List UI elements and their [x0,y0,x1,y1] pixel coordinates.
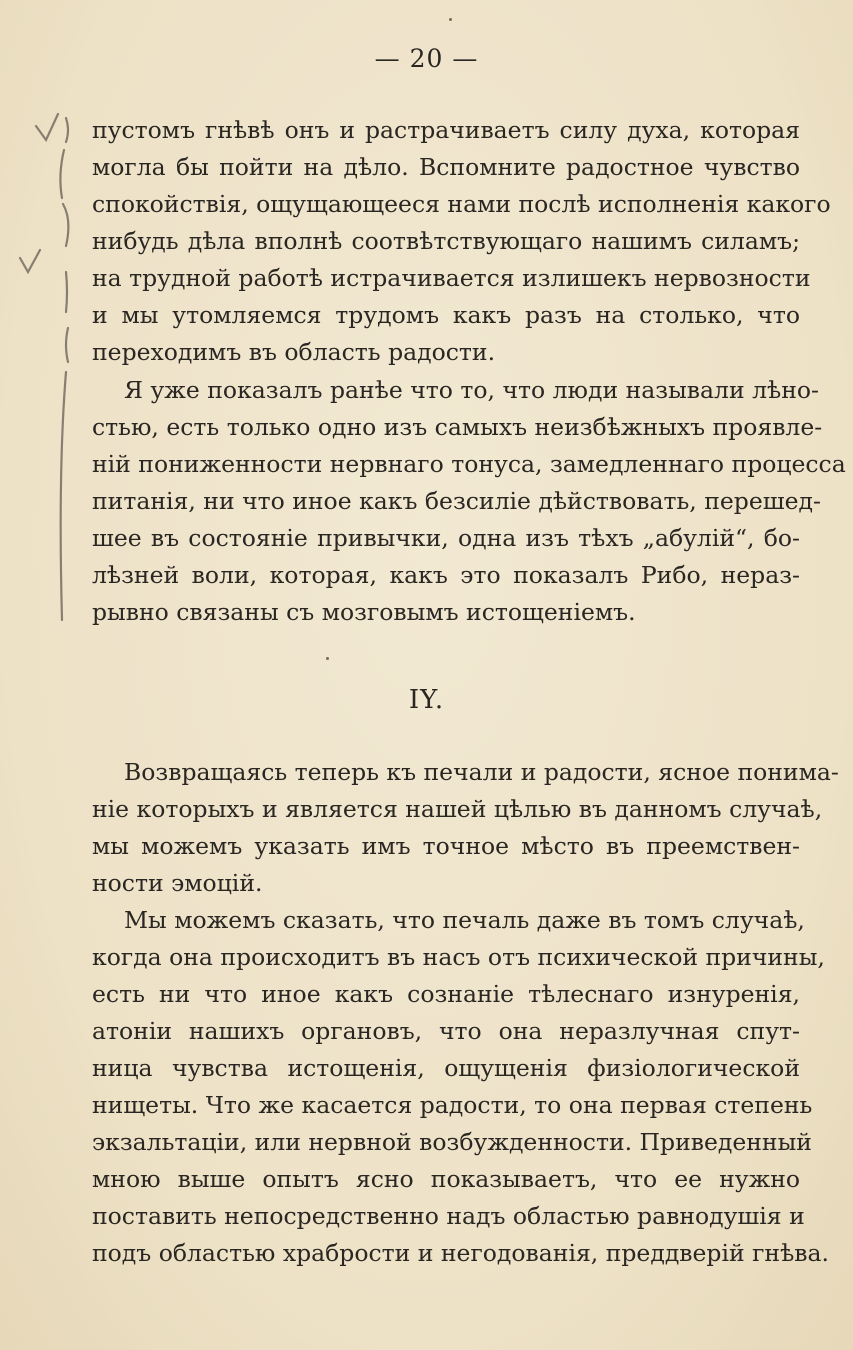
text-line: могла бы пойти на дѣло. Вспомните радостное чувство [92,153,800,181]
text-line: ности эмоцій. [92,869,263,897]
print-speck [449,18,452,21]
text-line: лѣзней воли, которая, какъ это показалъ Рибо, нераз- [92,561,800,589]
text-line: стью, есть только одно изъ самыхъ неизбѣжныхъ проявле- [92,413,823,441]
page-number: — 20 — [374,44,479,73]
text-line: рывно связаны съ мозговымъ истощеніемъ. [92,598,636,626]
text-line: нибудь дѣла вполнѣ соотвѣтствующаго нашимъ силамъ; [92,227,800,255]
text-line: переходимъ въ область радости. [92,338,496,366]
text-line: шее въ состояніе привычки, одна изъ тѣхъ „абулій“, бо- [92,524,800,552]
text-line: атоніи нашихъ органовъ, что она неразлучная спут- [92,1017,800,1045]
text-line: на трудной работѣ истрачивается излишекъ нервозности [92,264,811,292]
text-line: мною выше опытъ ясно показываетъ, что ее нужно [92,1165,800,1193]
text-line: Возвращаясь теперь къ печали и радости, ясное понима- [124,758,839,786]
text-line: ній пониженности нервнаго тонуса, замедленнаго процесса [92,450,846,478]
text-line: мы можемъ указать имъ точное мѣсто въ преемствен- [92,832,800,860]
text-line: ница чувства истощенія, ощущенія физіологической [92,1054,800,1082]
text-line: ніе которыхъ и является нашей цѣлью въ данномъ случаѣ, [92,795,823,823]
text-line: экзальтаціи, или нервной возбужденности. Приведенный [92,1128,812,1156]
text-line: нищеты. Что же касается радости, то она первая степень [92,1091,813,1119]
print-speck [326,657,329,660]
text-line: есть ни что иное какъ сознаніе тѣлеснаго изнуренія, [92,980,800,1008]
text-line: подъ областью храбрости и негодованія, преддверій гнѣва. [92,1239,829,1267]
section-heading: IY. [408,685,445,715]
text-line: пустомъ гнѣвѣ онъ и растрачиваетъ силу духа, которая [92,116,800,144]
text-line: спокойствія, ощущающееся нами послѣ исполненія какого [92,190,831,218]
text-line: когда она происходитъ въ насъ отъ психической причины, [92,943,825,971]
text-line: питанія, ни что иное какъ безсиліе дѣйствовать, перешед- [92,487,821,515]
text-line: поставить непосредственно надъ областью равнодушія и [92,1202,805,1230]
text-line: и мы утомляемся трудомъ какъ разъ на столько, что [92,301,800,329]
text-line: Мы можемъ сказать, что печаль даже въ томъ случаѣ, [124,906,805,934]
text-line: Я уже показалъ ранѣе что то, что люди называли лѣно- [124,376,819,404]
